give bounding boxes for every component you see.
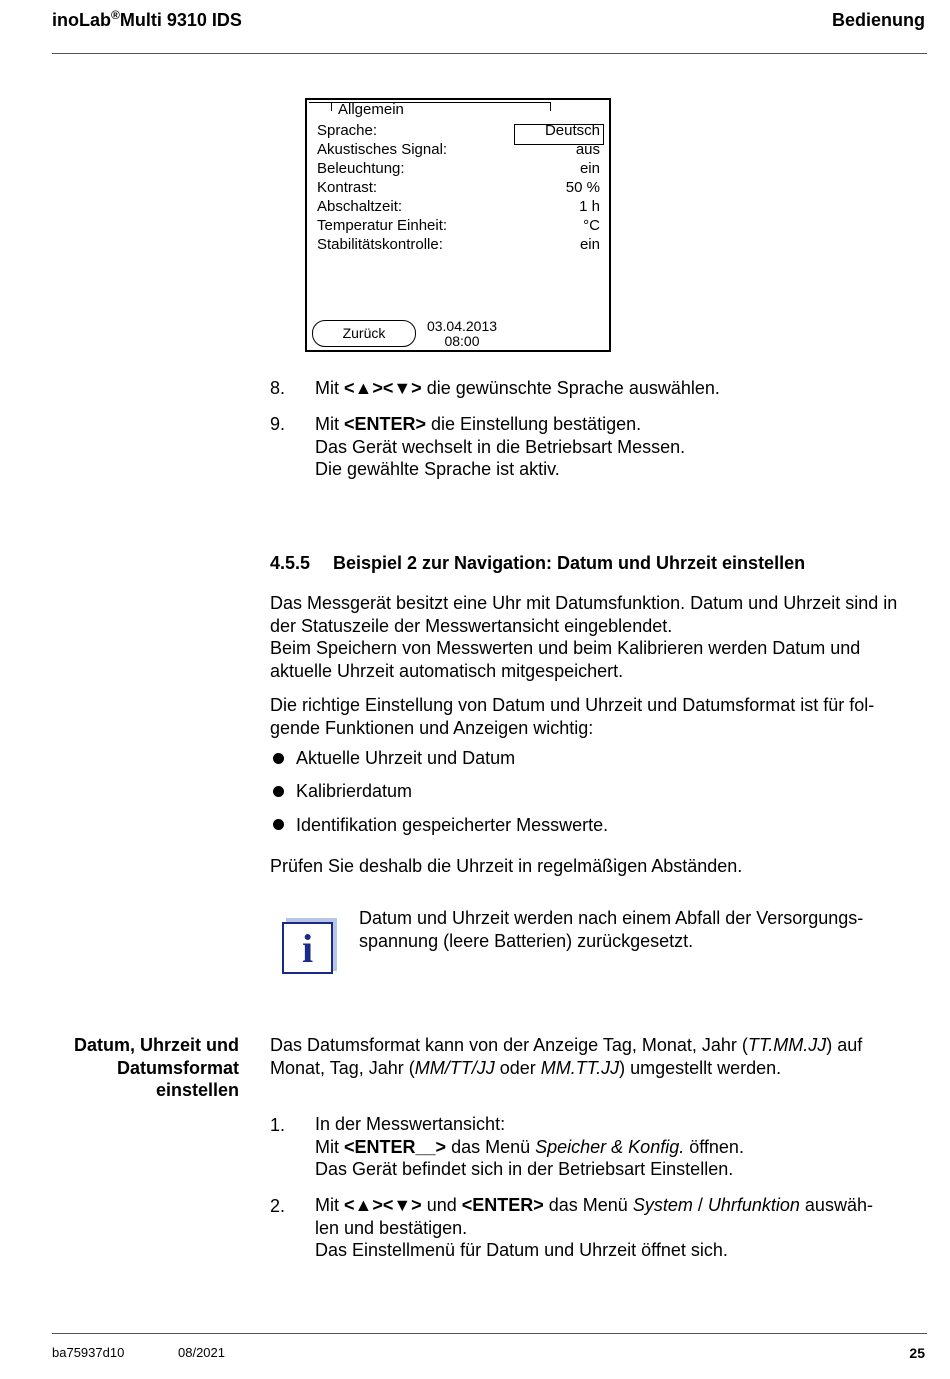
step-text-part: das Menü [543,1195,633,1215]
menu-name: Uhrfunktion [707,1195,800,1215]
info-icon [282,918,337,973]
setting-value: 1 h [579,198,600,215]
format-code: MM.TT.JJ [540,1057,620,1078]
step-text-part: die gewünschte Sprache auswählen. [421,378,720,398]
side-heading-line: einstellen [155,1080,239,1100]
step-line: Das Gerät wechselt in die Betriebsart Messen. [315,436,686,457]
list-item: Aktuelle Uhrzeit und Datum [296,748,516,768]
footer-date: 08/2021 [178,1345,225,1360]
setting-label: Akustisches Signal: [317,141,448,158]
step-text-part: öffnen. [684,1136,744,1157]
setting-value: aus [575,141,600,158]
paragraph [270,1034,862,1079]
page-number: 25 [909,1345,925,1361]
paragraph-line: Beim Speichern von Messwerten und beim Kalibrieren werden Datum und [270,638,861,658]
key-arrows: <▲><▼> [344,1195,422,1215]
step-text-part: die Einstellung bestätigen. [426,414,642,434]
step-text [315,413,685,481]
note-line: Datum und Uhrzeit werden nach einem Abfall der Versorgungs- [359,908,864,928]
side-heading-line: Datumsformat [116,1057,239,1078]
registered-mark: ® [111,8,120,22]
setting-value: 50 % [565,179,600,196]
setting-label: Abschaltzeit: [317,198,403,215]
paragraph-line: der Statuszeile der Messwertansicht eingeblendet. [270,615,673,636]
setting-value: ein [579,236,600,253]
screen-datetime [425,319,499,349]
paragraph-line: aktuelle Uhrzeit automatisch mitgespeichert. [270,660,624,681]
step-text-part: und [421,1195,462,1215]
step-text [315,1194,873,1262]
key-enter: <ENTER> [461,1195,544,1215]
header-title [52,8,242,31]
step-line: Das Einstellmenü für Datum und Uhrzeit öffnet sich. [315,1240,728,1260]
footer-rule [52,1333,927,1334]
text-part: ) umgestellt werden. [619,1057,782,1078]
setting-label: Beleuchtung: [317,160,405,177]
step-number: 2. [270,1196,286,1216]
paragraph-line: gende Funktionen und Anzeigen wichtig: [270,717,594,738]
setting-value: ein [579,160,600,177]
paragraph: Prüfen Sie deshalb die Uhrzeit in regelmäßigen Abständen. [270,856,743,876]
setting-row[interactable] [317,198,600,217]
step-line: In der Messwertansicht: [315,1114,506,1134]
step-number: 9. [270,414,286,434]
format-code: TT.MM.JJ [747,1035,827,1055]
step-text-part: Mit [315,378,344,398]
menu-name: Speicher & Konfig. [535,1136,685,1157]
note-line: spannung (leere Batterien) zurückgesetzt. [359,930,694,951]
header-section: Bedienung [832,10,925,30]
setting-label: Stabilitätskontrolle: [317,236,443,253]
text-part: oder [494,1057,541,1078]
brand-name: inoLab [52,10,111,30]
setting-label: Temperatur Einheit: [317,217,448,234]
paragraph [270,694,874,739]
setting-row[interactable] [317,122,600,141]
screen-date: 03.04.2013 [426,318,498,334]
step-text-part: Mit [315,1195,344,1215]
section-number: 4.5.5 [270,553,311,573]
step-line: Die gewählte Sprache ist aktiv. [315,459,560,479]
step-text-part: auswäh- [799,1195,873,1215]
paragraph-line: Die richtige Einstellung von Datum und Uhrzeit und Datumsformat ist für fol- [270,695,875,715]
setting-row[interactable] [317,217,600,236]
device-screen [305,98,611,352]
model-name: Multi 9310 IDS [119,10,242,30]
step-text [315,377,720,400]
setting-row[interactable] [317,179,600,198]
paragraph-line: Das Messgerät besitzt eine Uhr mit Datumsfunktion. Datum und Uhrzeit sind in [270,593,898,613]
text-part: Monat, Tag, Jahr ( [270,1057,415,1078]
setting-label: Sprache: [317,122,378,139]
step-line: Das Gerät befindet sich in der Betriebsart Einstellen. [315,1159,734,1179]
menu-name: System [632,1195,693,1215]
screen-tab-label: Allgemein [338,101,404,118]
key-enter: <ENTER__> [344,1136,447,1157]
section-title: Beispiel 2 zur Navigation: Datum und Uhrzeit einstellen [333,553,806,573]
key-enter: <ENTER> [344,414,427,434]
info-icon-letter: i [301,926,314,971]
setting-row[interactable] [317,141,600,160]
step-text-part: Mit [315,414,344,434]
setting-label: Kontrast: [317,179,378,196]
format-code: MM/TT/JJ [414,1057,495,1078]
back-button[interactable]: Zurück [312,320,416,347]
step-number: 1. [270,1115,286,1135]
bullet-icon [273,786,284,797]
screen-time: 08:00 [444,333,480,349]
text-part: Das Datumsformat kann von der Anzeige Tag, Monat, Jahr ( [270,1035,748,1055]
list-item: Identifikation gespeicherter Messwerte. [296,815,609,835]
setting-value: Deutsch [544,122,600,139]
step-text [315,1113,744,1181]
header-rule [52,53,927,54]
step-text-part: Mit [315,1136,344,1157]
step-number: 8. [270,378,286,398]
paragraph [270,592,897,682]
step-line: len und bestätigen. [315,1217,468,1238]
key-arrows: <▲><▼> [344,378,422,398]
side-heading [40,1034,239,1102]
setting-row[interactable] [317,160,600,179]
bullet-icon [273,753,284,764]
list-item: Kalibrierdatum [296,781,413,801]
step-text-part: das Menü [446,1136,536,1157]
note-text [359,907,863,952]
text-part: ) auf [826,1035,863,1055]
side-heading-line: Datum, Uhrzeit und [74,1035,239,1055]
footer-doc-id: ba75937d10 [52,1345,125,1360]
bullet-icon [273,819,284,830]
setting-value: °C [583,217,600,234]
step-text-part: / [692,1195,708,1215]
setting-row[interactable] [317,236,600,255]
